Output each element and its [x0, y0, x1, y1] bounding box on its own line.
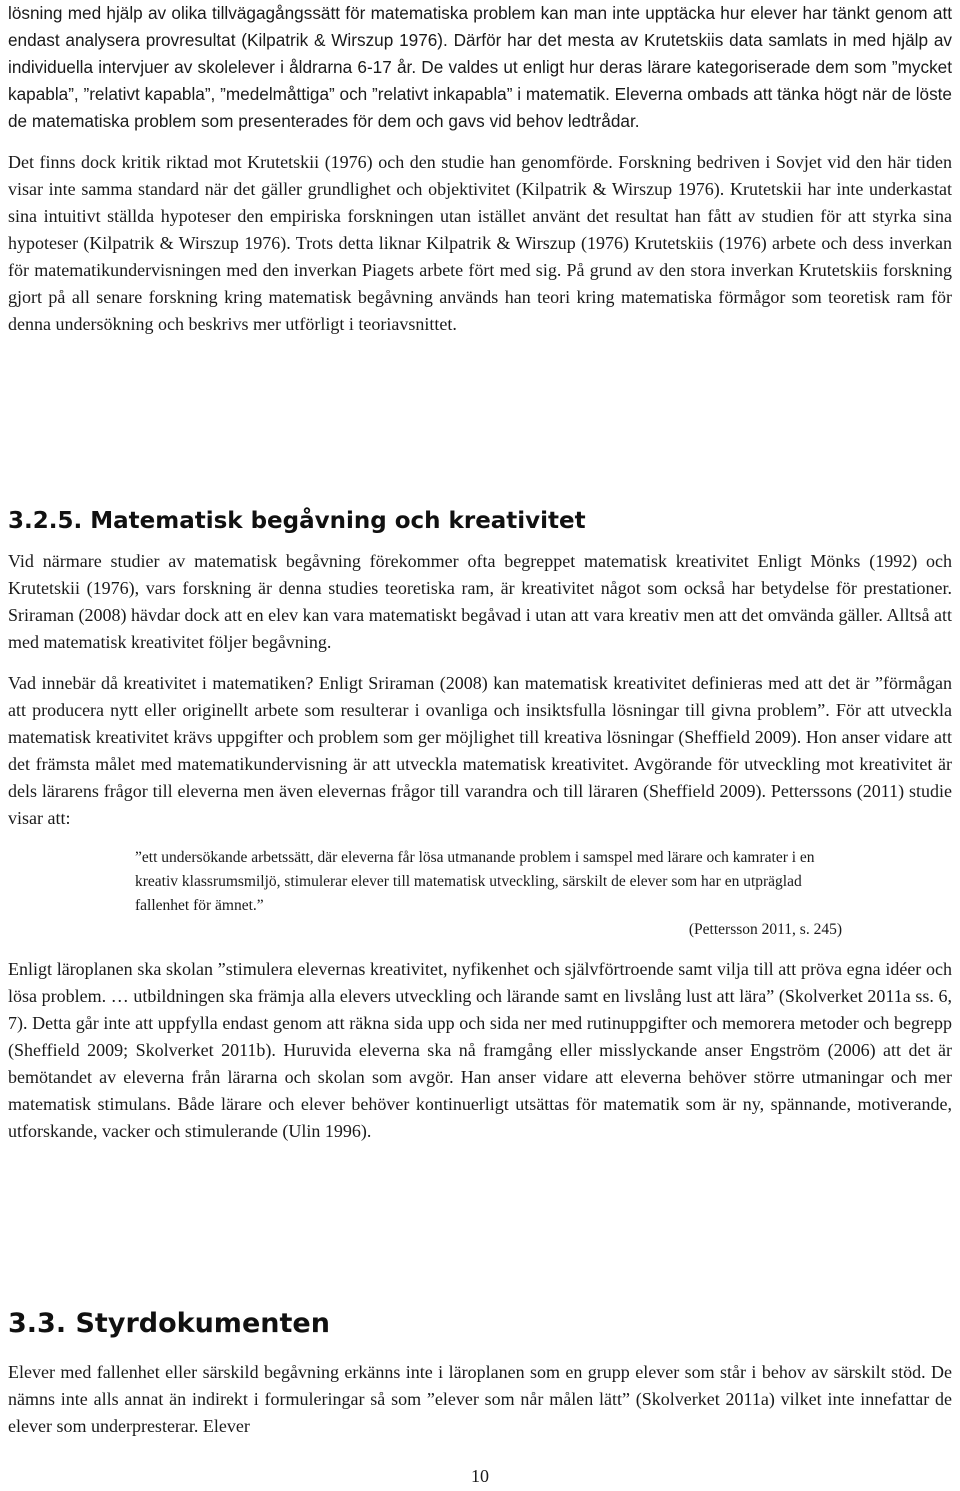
paragraph-steering: Elever med fallenhet eller särskild begåvning erkänns inte i läroplanen som en grupp elever som står i behov av särskilt stöd. De nämns inte alls annat än indirekt i formuleringar så som ”elever som når målen lätt” (Skolverket 2011a) vilket inte innefattar de elever som underpresterar. Elever: [8, 1362, 952, 1436]
block-quote: [8, 846, 952, 942]
paragraph-creativity-2: Vad innebär då kreativitet i matematiken? Enligt Sriraman (2008) kan matematisk kreativitet definieras med att det är ”förmågan att producera nytt eller originellt arbete som resulterar i ovanliga och insiktsfulla lösningar till givna problem”. För att utveckla matematisk kreativitet krävs uppgifter och problem som ger möjlighet till kreativa lösningar (Sheffield 2009). Hon anser vidare att det främsta målet med matematikundervisning är att utveckla matematisk kreativitet. Avgörande för utveckling mot kreativitet är dels lärarens frågor till eleverna men även elevernas frågor till varandra och till läraren (Sheffield 2009). Petterssons (2011) studie visar att:: [8, 673, 952, 828]
page-number: 10: [471, 1466, 489, 1486]
quote-citation: (Pettersson 2011, s. 245): [688, 921, 842, 938]
section-heading-3-3: 3.3. Styrdokumenten: [8, 1308, 330, 1339]
quote-text: ”ett undersökande arbetssätt, där eleverna får lösa utmanande problem i samspel med lärare och kamrater i en kreativ klassrumsmiljö, stimulerar elever till matematisk utveckling, särskilt de elever som har en utpräglad fallenhet för ämnet.”: [135, 849, 815, 914]
section-steering-block: [8, 1359, 952, 1440]
paragraph-critique: Det finns dock kritik riktad mot Krutetskii (1976) och den studie han genomförde. Forskning bedriven i Sovjet vid den här tiden visar inte samma standard när det gäller grundlighet och objektivitet (Kilpatrik & Wirszup 1976). Krutetskii har inte underkastat sina intuitivt ställda hypoteser den empiriska forskningen utan istället använt det resultat han fått av studien för att styrka sina hypoteser (Kilpatrik & Wirszup 1976). Trots detta liknar Kilpatrik & Wirszup (1976) Krutetskiis (1976) arbete och dess inverkan för matematikundervisningen med den inverkan Piagets arbete fört med sig. På grund av den stora inverkan Krutetskiis forskning gjort på all senare forskning kring matematisk begåvning används han teori kring matematiska förmågor som teoretisk ram för denna undersökning och beskrivs mer utförligt i teoriavsnittet.: [8, 152, 952, 334]
paragraph-intro: lösning med hjälp av olika tillvägagångssätt för matematiska problem kan man inte upptäcka hur elever har tänkt genom att endast analysera provresultat (Kilpatrik & Wirszup 1976). Därför har det mesta av Krutetskiis data samlats in med hjälp av individuella intervjuer av skolelever i åldrarna 6-17 år. De valdes ut enligt hur deras lärare kategoriserade dem som ”mycket kapabla”, ”relativt kapabla”, ”medelmåttiga” och ”relativt inkapabla” i matematik. Eleverna ombads att tänka högt när de löste de matematiska problem som presenterades för dem och gavs vid behov ledtrådar.: [8, 3, 952, 131]
section-intro-block: [8, 0, 952, 338]
section-heading-3-2-5: 3.2.5. Matematisk begåvning och kreativitet: [8, 508, 586, 534]
paragraph-curriculum: Enligt läroplanen ska skolan ”stimulera elevernas kreativitet, nyfikenhet och självförtroende samt vilja till att pröva egna idéer och lösa problem. … utbildningen ska främja alla elevers utveckling och lärande samt en livslång lust att lära” (Skolverket 2011a ss. 6, 7). Detta går inte att uppfylla endast genom att räkna sida upp och sida ner med rutinuppgifter och memorera metoder och begrepp (Sheffield 2009; Skolverket 2011b). Huruvida eleverna ska nå framgång eller misslyckande anser Engström (2006) att det är bemötandet av eleverna från lärarna och skolan som avgör. Han anser vidare att eleverna behöver större utmaningar och mer matematisk stimulans. Både lärare och elever behöver kontinuerligt utsättas för matematik som är ny, spännande, motiverande, utforskande, vacker och stimulerande (Ulin 1996).: [8, 959, 952, 1141]
paragraph-creativity-1: Vid närmare studier av matematisk begåvning förekommer ofta begreppet matematisk kreativitet Enligt Mönks (1992) och Krutetskii (1976), vars forskning är denna studies teoretiska ram, är kreativitet något som också har betydelse för prestationer. Sriraman (2008) hävdar dock att en elev kan vara matematiskt begåvad i utan att vara kreativ men att det omvända gäller. Alltså att med matematisk kreativitet följer begåvning.: [8, 551, 952, 652]
section-creativity-block: [8, 548, 952, 1145]
